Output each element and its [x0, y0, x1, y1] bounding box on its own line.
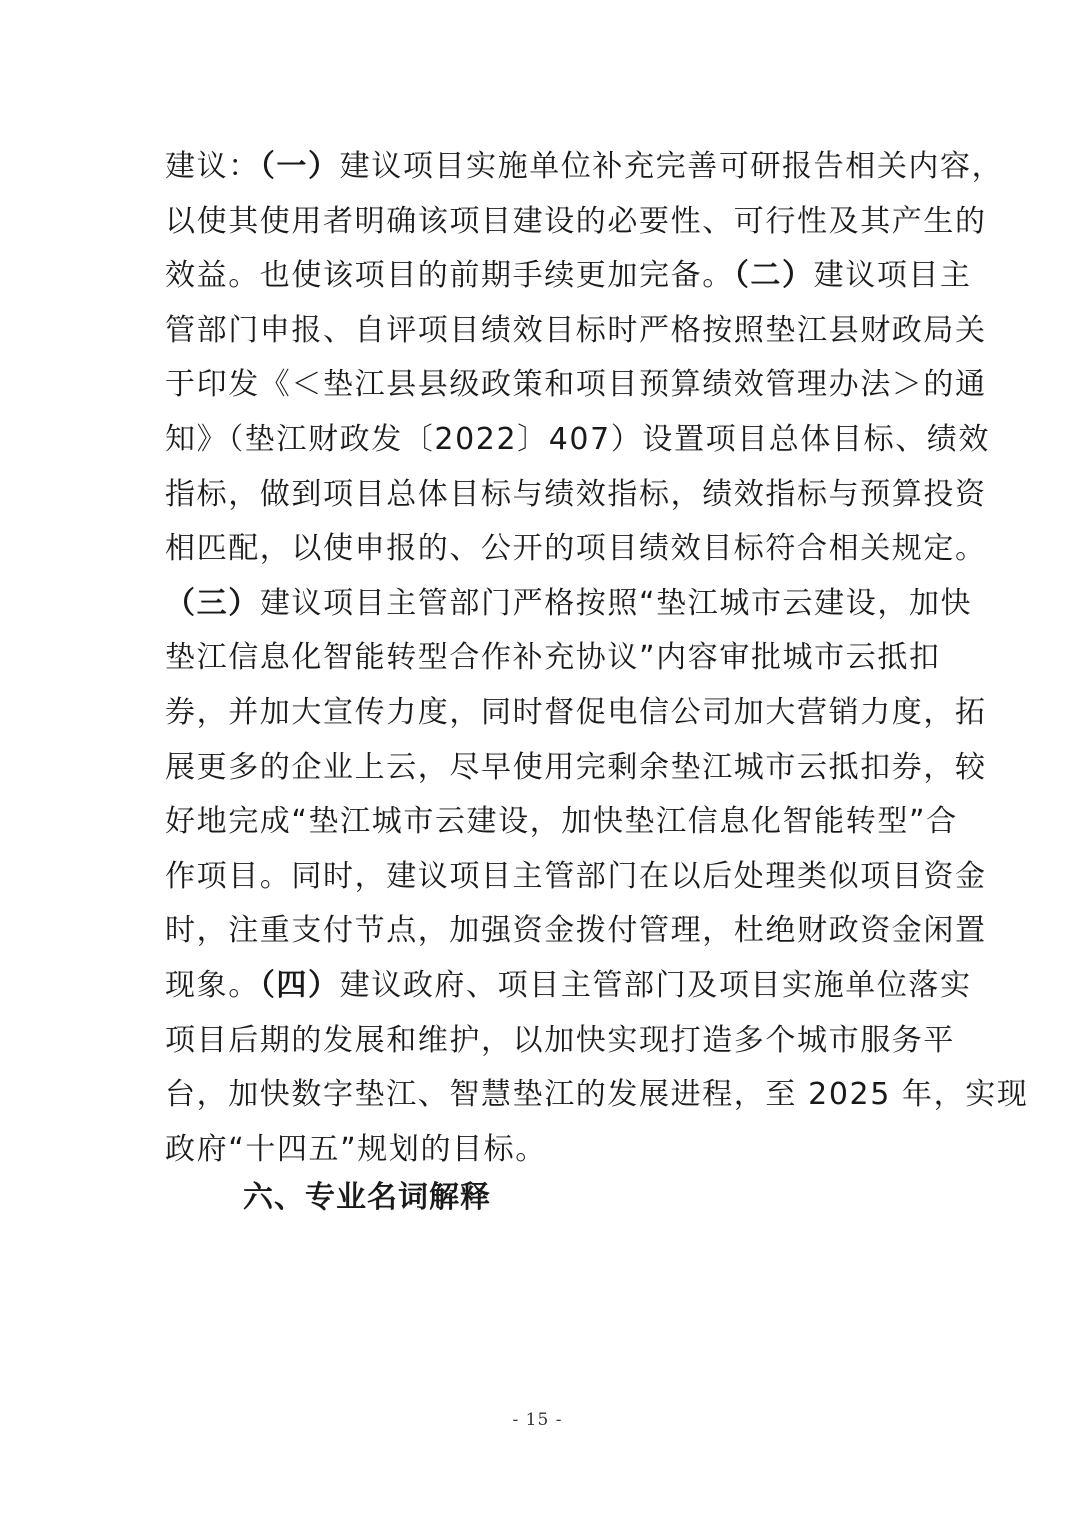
- paragraph-line: 垫江信息化智能转型合作补充协议”内容审批城市云抵扣: [165, 640, 941, 676]
- paragraph-line: 管部门申报、自评项目绩效目标时严格按照垫江县财政局关: [165, 312, 987, 348]
- paragraph-line: 效益。也使该项目的前期手续更加完备。（二）建议项目主: [165, 258, 972, 294]
- paragraph-line: 项目后期的发展和维护，以加快实现打造多个城市服务平: [165, 1022, 955, 1058]
- paragraph-line: 作项目。同时，建议项目主管部门在以后处理类似项目资金: [165, 858, 987, 894]
- paragraph-line: 于印发《＜垫江县县级政策和项目预算绩效管理办法＞的通: [165, 367, 987, 403]
- paragraph-line: 台，加快数字垫江、智慧垫江的发展进程，至 2025 年，实现: [165, 1077, 1029, 1113]
- paragraph-line: 以使其使用者明确该项目建设的必要性、可行性及其产生的: [165, 203, 987, 239]
- item-marker-2: （二）: [733, 258, 814, 294]
- paragraph-line: 现象。（四）建议政府、项目主管部门及项目实施单位落实: [165, 967, 972, 1003]
- paragraph-line: 政府“十四五”规划的目标。: [165, 1131, 547, 1167]
- item-marker-4: （四）: [259, 967, 340, 1003]
- section-heading: 六、专业名词解释: [243, 1180, 491, 1215]
- paragraph-line: 知》（垫江财政发〔2022〕407）设置项目总体目标、绩效: [165, 421, 991, 457]
- paragraph-line: 好地完成“垫江城市云建设，加快垫江信息化智能转型”合: [165, 804, 958, 840]
- page-number: - 15 -: [512, 1410, 563, 1430]
- paragraph-line: 相匹配，以使申报的、公开的项目绩效目标符合相关规定。: [165, 531, 987, 567]
- paragraph-line: 券，并加大宣传力度，同时督促电信公司加大营销力度，拓: [165, 694, 987, 730]
- paragraph-line: 展更多的企业上云，尽早使用完剩余垫江城市云抵扣券，较: [165, 749, 987, 785]
- paragraph-line: 指标，做到项目总体目标与绩效指标，绩效指标与预算投资: [165, 476, 987, 512]
- paragraph-line: 时，注重支付节点，加强资金拨付管理，杜绝财政资金闲置: [165, 913, 987, 949]
- item-marker-1: （一）: [259, 149, 340, 184]
- paragraph-line: 建议：（一）建议项目实施单位补充完善可研报告相关内容，: [165, 149, 1004, 184]
- paragraph-line: （三）建议项目主管部门严格按照“垫江城市云建设，加快: [165, 585, 973, 621]
- recommendations-paragraph: [165, 140, 1029, 1177]
- item-marker-3: （三）: [165, 585, 260, 621]
